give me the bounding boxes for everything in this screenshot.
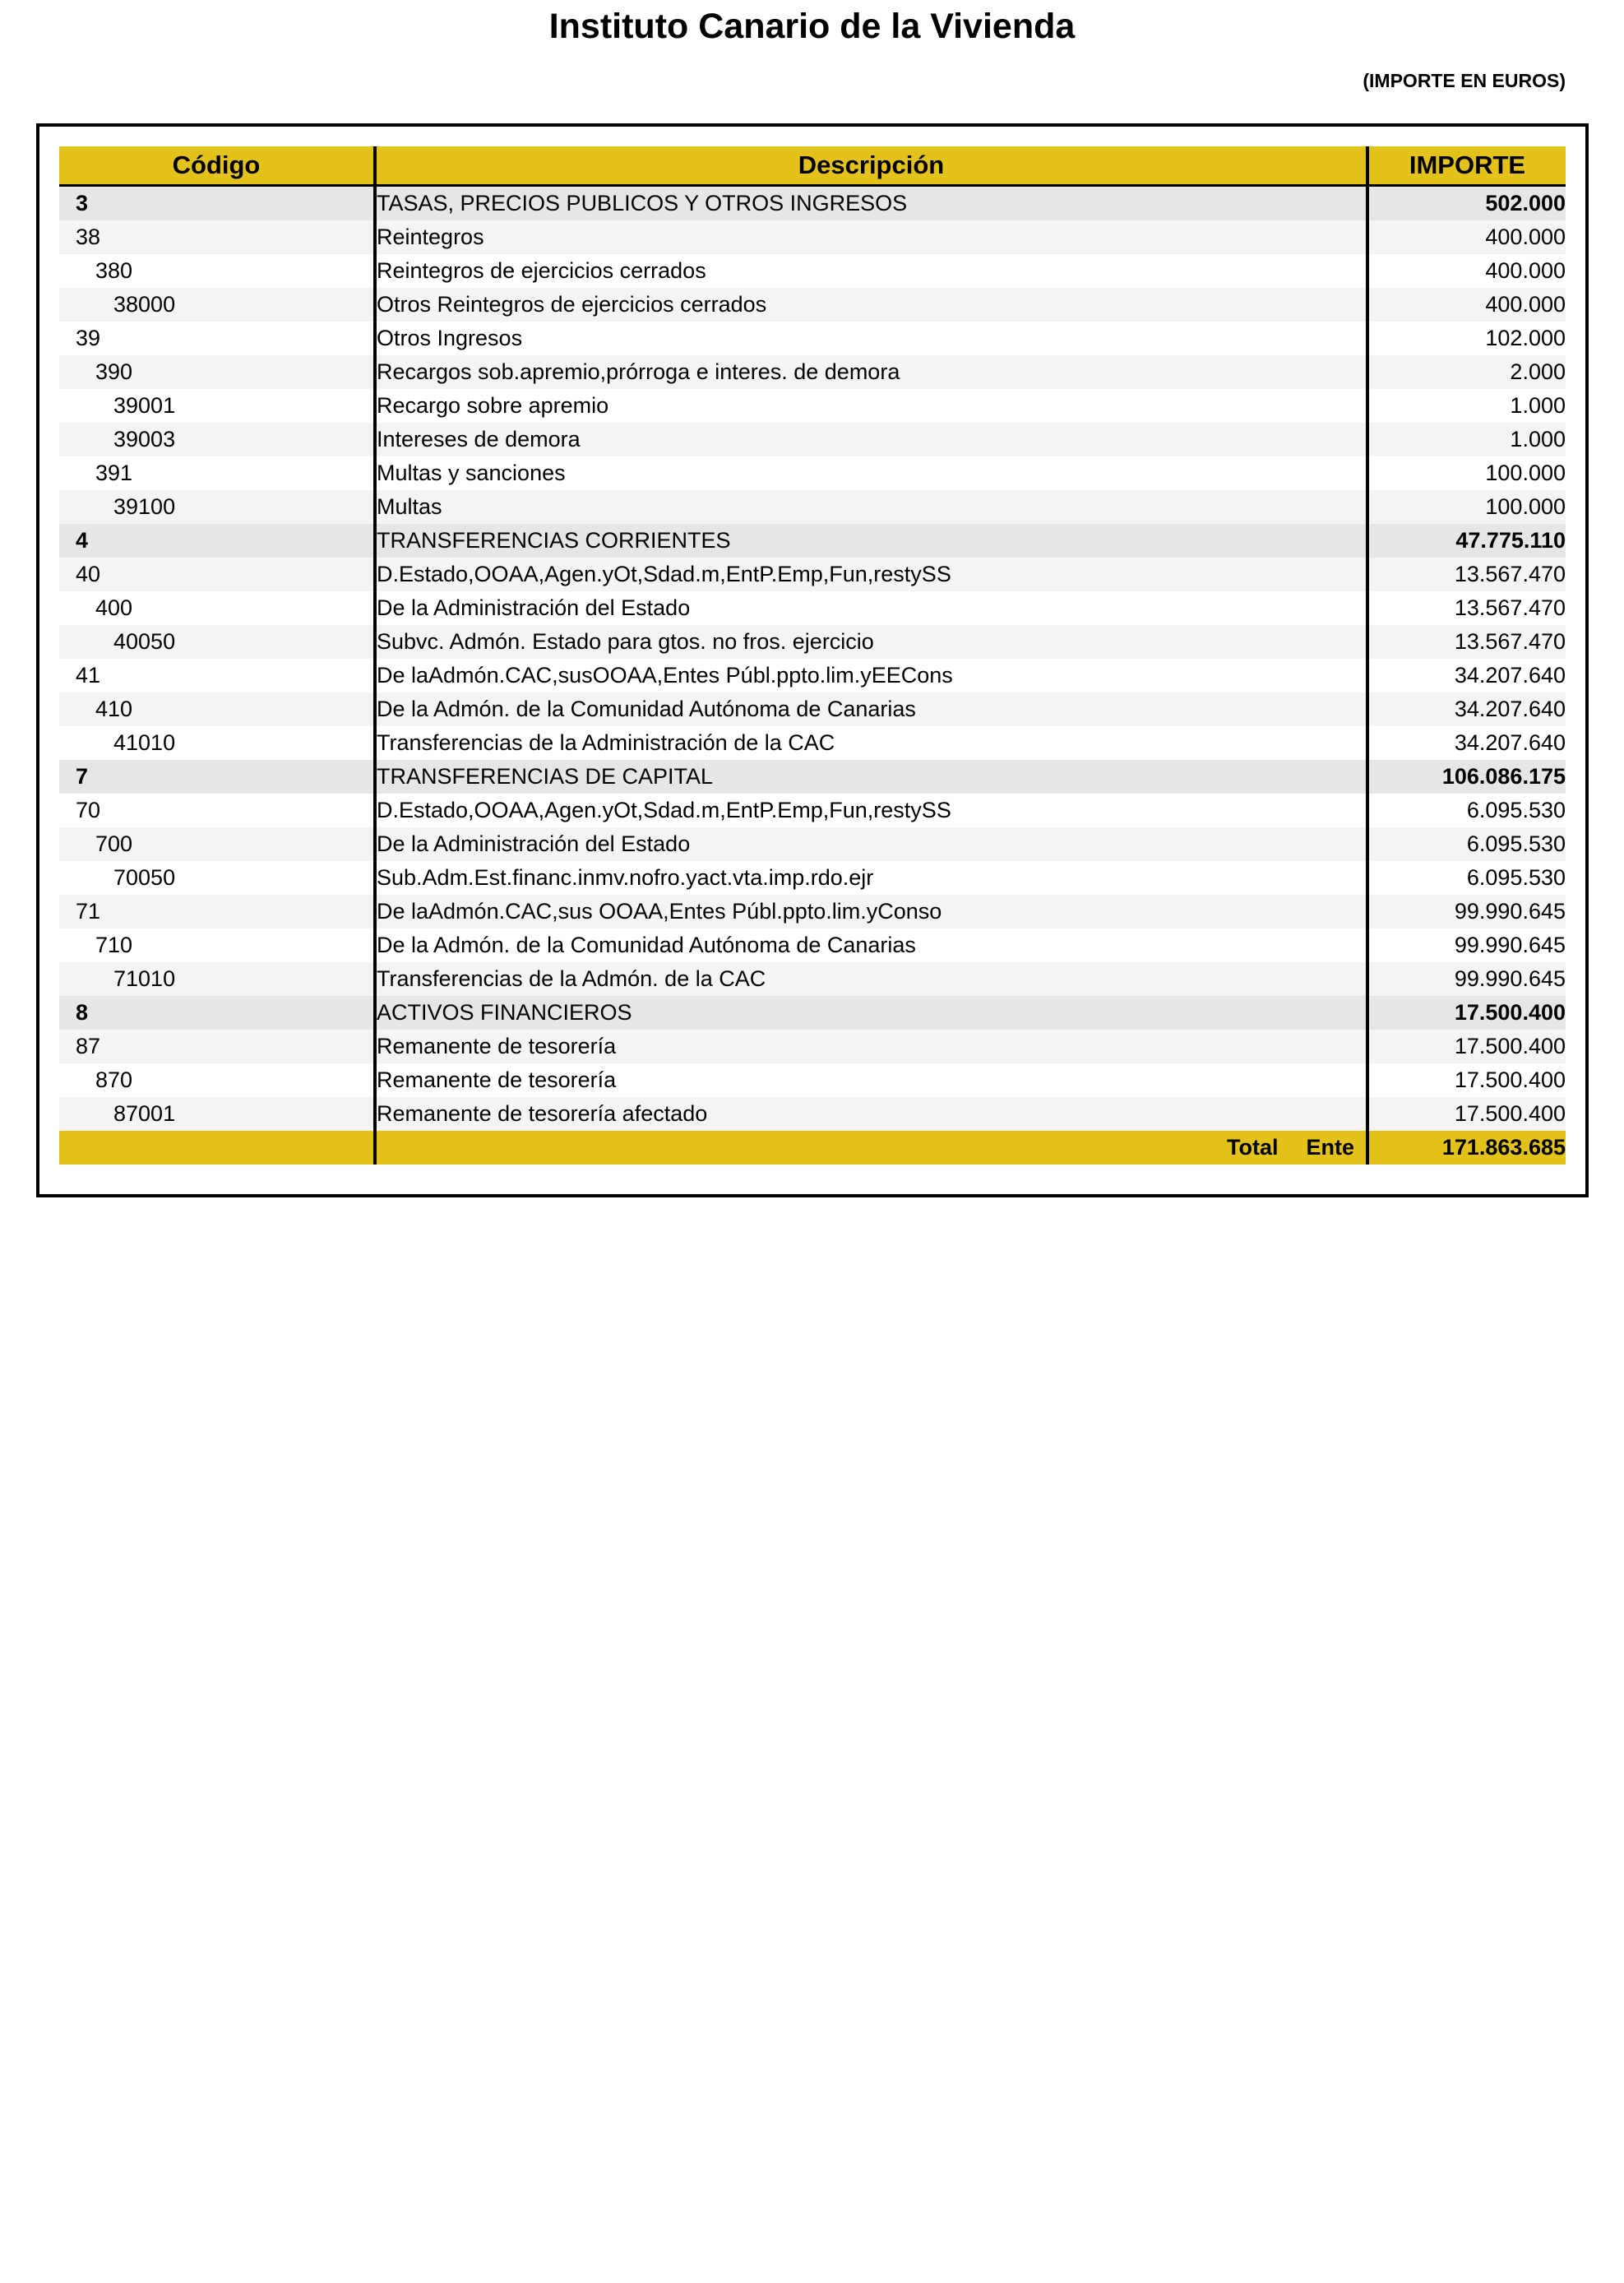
row-code: 700	[59, 827, 375, 861]
table-row	[59, 625, 1566, 659]
table-row	[59, 423, 1566, 456]
row-amount: 1.000	[1367, 423, 1566, 456]
row-description: Subvc. Admón. Estado para gtos. no fros. ejercicio	[375, 625, 1367, 659]
table-row	[59, 794, 1566, 827]
table-row	[59, 760, 1566, 794]
table-row	[59, 220, 1566, 254]
table-row	[59, 1030, 1566, 1063]
row-amount: 6.095.530	[1367, 861, 1566, 895]
row-description: Reintegros	[375, 220, 1367, 254]
row-code: 870	[59, 1063, 375, 1097]
row-code: 87	[59, 1030, 375, 1063]
row-code: 41010	[59, 726, 375, 760]
row-description: Otros Reintegros de ejercicios cerrados	[375, 288, 1367, 322]
row-amount: 502.000	[1367, 186, 1566, 221]
row-amount: 400.000	[1367, 288, 1566, 322]
row-amount: 6.095.530	[1367, 794, 1566, 827]
row-code: 38000	[59, 288, 375, 322]
row-code: 380	[59, 254, 375, 288]
row-amount: 17.500.400	[1367, 996, 1566, 1030]
row-description: Recargo sobre apremio	[375, 389, 1367, 423]
row-amount: 13.567.470	[1367, 591, 1566, 625]
row-amount: 1.000	[1367, 389, 1566, 423]
table-row	[59, 456, 1566, 490]
row-amount: 34.207.640	[1367, 692, 1566, 726]
row-code: 38	[59, 220, 375, 254]
row-code: 4	[59, 524, 375, 558]
row-description: Sub.Adm.Est.financ.inmv.nofro.yact.vta.imp.rdo.ejr	[375, 861, 1367, 895]
row-code: 87001	[59, 1097, 375, 1131]
document-title: Instituto Canario de la Vivienda	[548, 7, 1076, 46]
table-row	[59, 186, 1566, 221]
row-amount: 99.990.645	[1367, 928, 1566, 962]
row-description: Remanente de tesorería	[375, 1063, 1367, 1097]
row-description: Reintegros de ejercicios cerrados	[375, 254, 1367, 288]
row-code: 3	[59, 186, 375, 221]
row-description: Otros Ingresos	[375, 322, 1367, 355]
row-description: TRANSFERENCIAS DE CAPITAL	[375, 760, 1367, 794]
table-row	[59, 1063, 1566, 1097]
table-row	[59, 591, 1566, 625]
row-description: Remanente de tesorería afectado	[375, 1097, 1367, 1131]
row-code: 8	[59, 996, 375, 1030]
total-code-cell	[59, 1131, 375, 1165]
row-amount: 34.207.640	[1367, 726, 1566, 760]
row-code: 391	[59, 456, 375, 490]
row-code: 39003	[59, 423, 375, 456]
row-code: 7	[59, 760, 375, 794]
table-row	[59, 962, 1566, 996]
row-description: TASAS, PRECIOS PUBLICOS Y OTROS INGRESOS	[375, 186, 1367, 221]
table-header-row	[59, 146, 1566, 186]
row-description: Recargos sob.apremio,prórroga e interes. de demora	[375, 355, 1367, 389]
table-row	[59, 928, 1566, 962]
header-code: Código	[59, 146, 375, 186]
row-description: D.Estado,OOAA,Agen.yOt,Sdad.m,EntP.Emp,Fun,restySS	[375, 558, 1367, 591]
row-code: 70050	[59, 861, 375, 895]
table-row	[59, 726, 1566, 760]
row-code: 71010	[59, 962, 375, 996]
budget-table	[59, 146, 1566, 1165]
row-amount: 100.000	[1367, 490, 1566, 524]
table-row	[59, 389, 1566, 423]
row-amount: 100.000	[1367, 456, 1566, 490]
table-body	[59, 186, 1566, 1132]
row-amount: 99.990.645	[1367, 962, 1566, 996]
row-code: 39001	[59, 389, 375, 423]
table-row	[59, 895, 1566, 928]
table-row	[59, 355, 1566, 389]
row-amount: 106.086.175	[1367, 760, 1566, 794]
row-amount: 17.500.400	[1367, 1097, 1566, 1131]
row-description: Remanente de tesorería	[375, 1030, 1367, 1063]
row-description: ACTIVOS FINANCIEROS	[375, 996, 1367, 1030]
row-code: 41	[59, 659, 375, 692]
row-amount: 2.000	[1367, 355, 1566, 389]
row-amount: 17.500.400	[1367, 1063, 1566, 1097]
total-label-cell	[375, 1131, 1367, 1165]
row-amount: 6.095.530	[1367, 827, 1566, 861]
row-amount: 34.207.640	[1367, 659, 1566, 692]
row-description: TRANSFERENCIAS CORRIENTES	[375, 524, 1367, 558]
row-code: 71	[59, 895, 375, 928]
table-row	[59, 996, 1566, 1030]
table-row	[59, 659, 1566, 692]
table-row	[59, 490, 1566, 524]
row-code: 390	[59, 355, 375, 389]
table-row	[59, 692, 1566, 726]
row-amount: 99.990.645	[1367, 895, 1566, 928]
total-amount: 171.863.685	[1367, 1131, 1566, 1165]
row-code: 39	[59, 322, 375, 355]
row-description: D.Estado,OOAA,Agen.yOt,Sdad.m,EntP.Emp,Fun,restySS	[375, 794, 1367, 827]
row-description: De la Administración del Estado	[375, 827, 1367, 861]
table-row	[59, 1097, 1566, 1131]
total-row	[59, 1131, 1566, 1165]
row-code: 410	[59, 692, 375, 726]
row-code: 39100	[59, 490, 375, 524]
row-code: 400	[59, 591, 375, 625]
row-description: De la Admón. de la Comunidad Autónoma de Canarias	[375, 928, 1367, 962]
total-label: Total	[1226, 1135, 1279, 1160]
row-description: De la Administración del Estado	[375, 591, 1367, 625]
table-row	[59, 322, 1566, 355]
row-amount: 17.500.400	[1367, 1030, 1566, 1063]
row-code: 70	[59, 794, 375, 827]
table-row	[59, 254, 1566, 288]
row-description: Multas y sanciones	[375, 456, 1367, 490]
row-amount: 13.567.470	[1367, 558, 1566, 591]
table-row	[59, 861, 1566, 895]
row-code: 710	[59, 928, 375, 962]
row-description: De laAdmón.CAC,sus OOAA,Entes Públ.ppto.lim.yConso	[375, 895, 1367, 928]
table-row	[59, 558, 1566, 591]
table-row	[59, 288, 1566, 322]
row-description: Intereses de demora	[375, 423, 1367, 456]
row-description: Multas	[375, 490, 1367, 524]
row-code: 40	[59, 558, 375, 591]
row-amount: 47.775.110	[1367, 524, 1566, 558]
currency-note: (IMPORTE EN EUROS)	[1363, 70, 1566, 91]
header-amount: IMPORTE	[1367, 146, 1566, 186]
row-description: De laAdmón.CAC,susOOAA,Entes Públ.ppto.lim.yEECons	[375, 659, 1367, 692]
row-amount: 13.567.470	[1367, 625, 1566, 659]
row-amount: 102.000	[1367, 322, 1566, 355]
row-amount: 400.000	[1367, 254, 1566, 288]
table-row	[59, 827, 1566, 861]
row-code: 40050	[59, 625, 375, 659]
table-row	[59, 524, 1566, 558]
row-description: De la Admón. de la Comunidad Autónoma de Canarias	[375, 692, 1367, 726]
row-description: Transferencias de la Admón. de la CAC	[375, 962, 1367, 996]
row-amount: 400.000	[1367, 220, 1566, 254]
header-description: Descripción	[375, 146, 1367, 186]
row-description: Transferencias de la Administración de la CAC	[375, 726, 1367, 760]
total-entity-label: Ente	[1306, 1135, 1354, 1160]
